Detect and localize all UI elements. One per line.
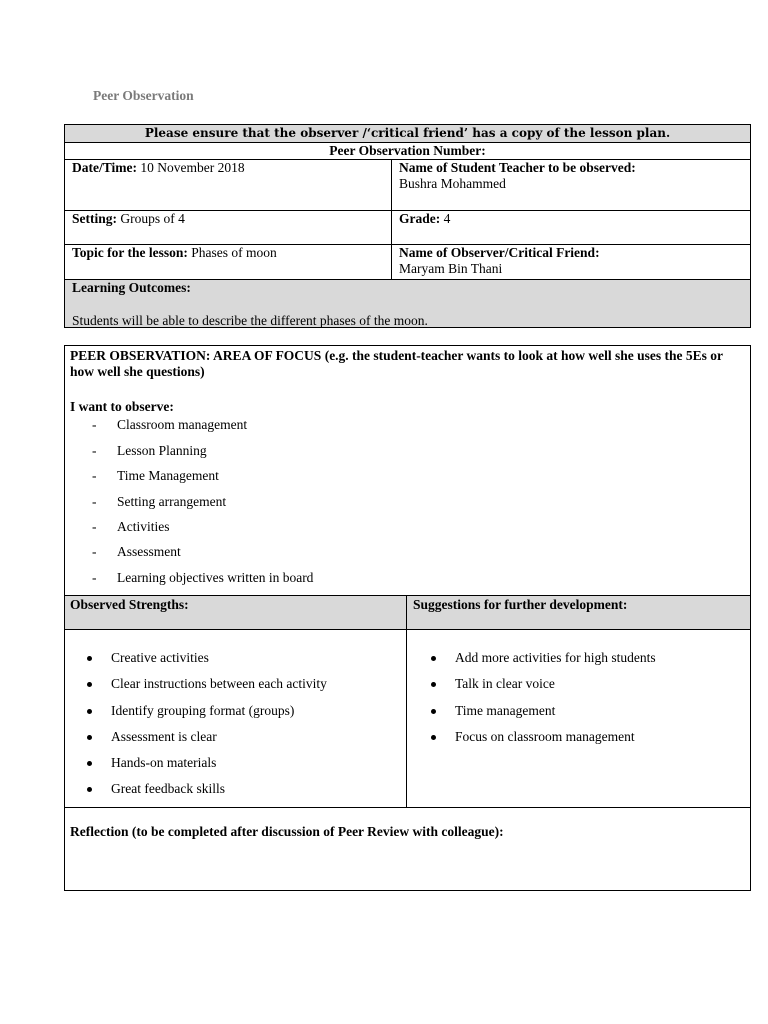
strengths-list: Creative activities Clear instructions between each activity Identify grouping format (groups) Assessment is clear Hands-on materials Great feedback skills (87, 650, 402, 800)
learning-outcomes-label: Learning Outcomes: (72, 280, 191, 295)
observer-cell (399, 245, 744, 277)
grade-cell (399, 211, 744, 227)
observer-label: Name of Observer/Critical Friend: (399, 245, 600, 260)
document-title: Peer Observation (93, 88, 194, 103)
observation-number-label: Peer Observation Number: (329, 143, 486, 158)
topic-label: Topic for the lesson: (72, 245, 188, 260)
student-teacher-cell (399, 160, 744, 192)
row-divider (65, 595, 750, 596)
setting-cell (72, 211, 387, 227)
topic-cell (72, 245, 387, 261)
observed-strengths-label: Observed Strengths: (70, 597, 189, 612)
date-time-cell (72, 160, 387, 176)
row-divider (65, 629, 750, 630)
grade-label: Grade: (399, 211, 441, 226)
topic-value: Phases of moon (191, 245, 277, 260)
column-divider (406, 595, 407, 807)
date-time-label: Date/Time: (72, 160, 137, 175)
suggestions-list: Add more activities for high students Talk in clear voice Time management Focus on classroom management (431, 650, 746, 750)
observation-focus-table (64, 345, 751, 891)
lesson-plan-notice: Please ensure that the observer /‘critical friend’ has a copy of the lesson plan. (144, 126, 671, 140)
suggestions-label: Suggestions for further development: (413, 597, 628, 612)
row-divider (65, 807, 750, 808)
column-divider (391, 159, 392, 279)
setting-label: Setting: (72, 211, 117, 226)
observer-value: Maryam Bin Thani (399, 261, 503, 276)
setting-value: Groups of 4 (120, 211, 185, 226)
i-want-to-observe-label: I want to observe: (70, 399, 174, 414)
reflection-label: Reflection (to be completed after discussion of Peer Review with colleague): (70, 824, 504, 839)
lesson-info-table (64, 124, 751, 328)
student-teacher-label: Name of Student Teacher to be observed: (399, 160, 636, 175)
learning-outcomes-value: Students will be able to describe the different phases of the moon. (72, 313, 428, 328)
grade-value: 4 (443, 211, 451, 226)
student-teacher-value: Bushra Mohammed (399, 176, 506, 191)
date-time-value: 10 November 2018 (140, 160, 245, 175)
observe-list: - Classroom management - Lesson Planning - Time Management - Setting arrangement - Activities - Assessment - Learning objectives written in board (92, 417, 314, 585)
area-of-focus-heading: PEER OBSERVATION: AREA OF FOCUS (e.g. the student-teacher wants to look at how well she uses the 5Es or how well she questions) (70, 348, 723, 379)
